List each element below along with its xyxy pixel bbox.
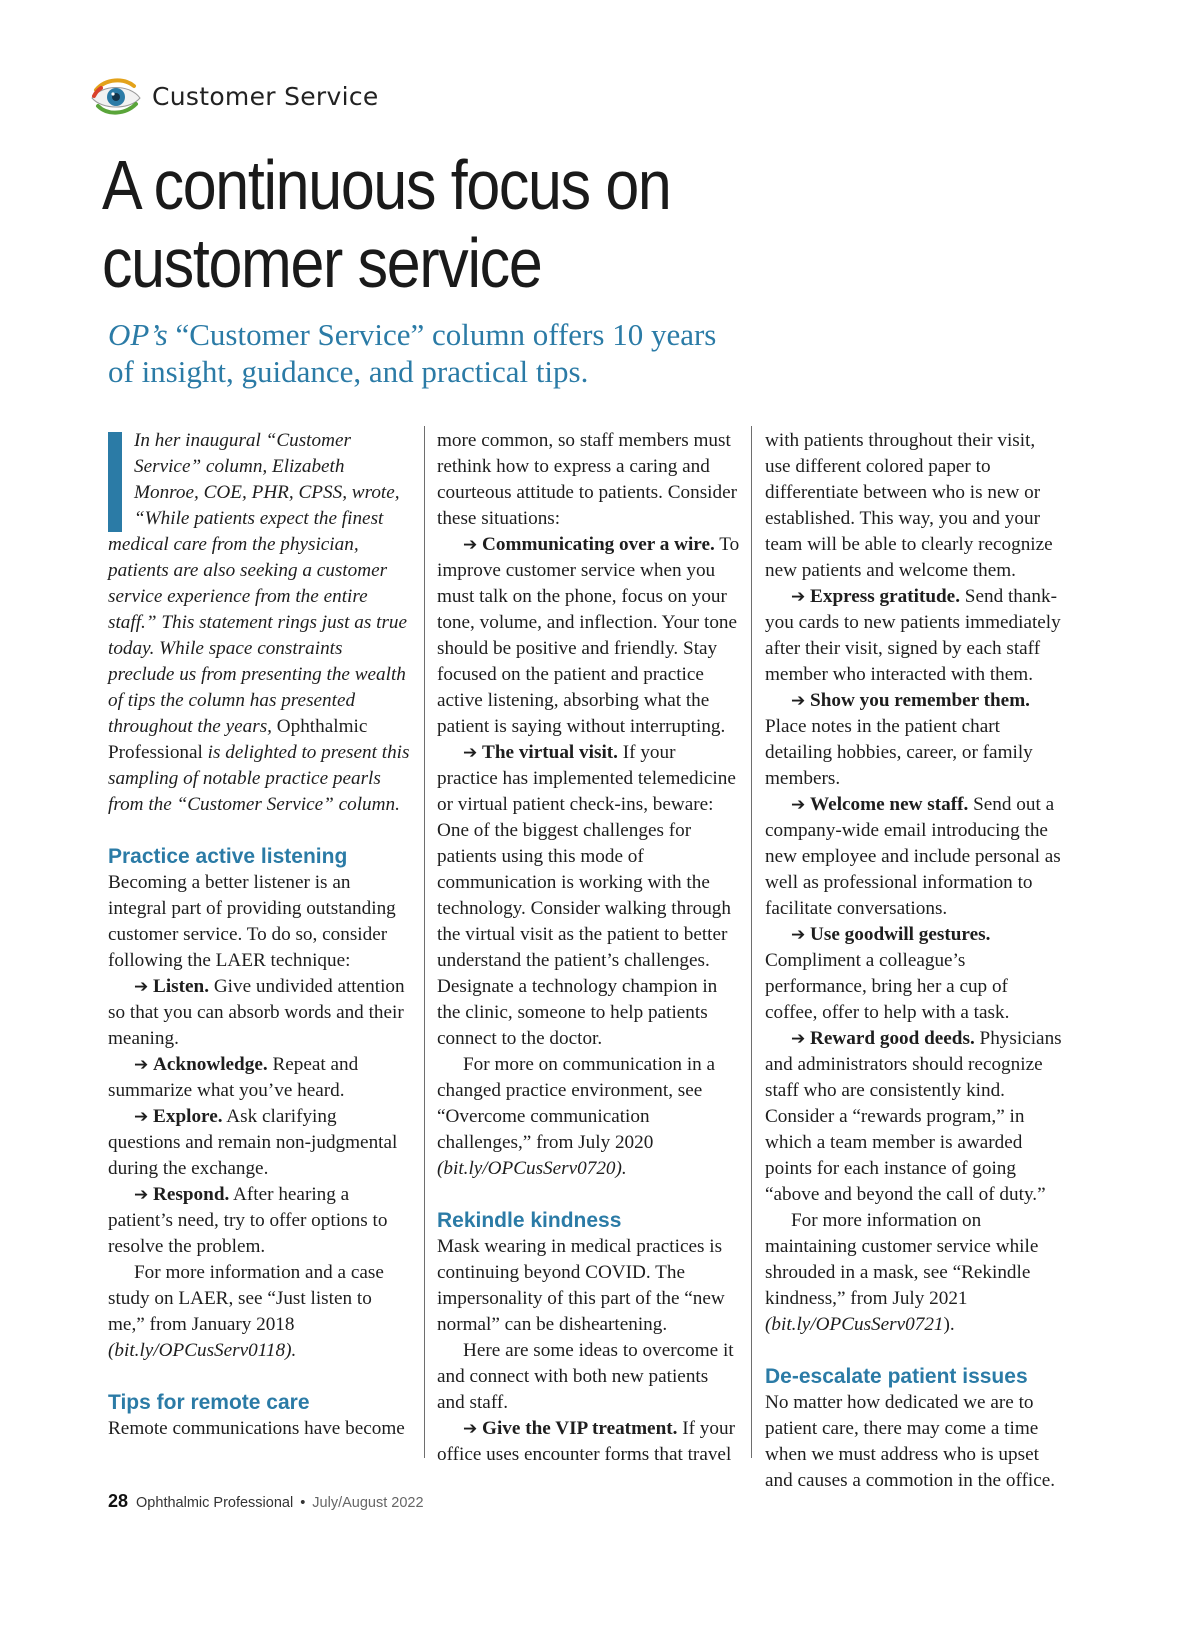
body-paragraph: Mask wearing in medical practices is continuing beyond COVID. The impersonality of this part of the “new normal” can be disheartening. <box>437 1236 725 1335</box>
tip-title: Reward good deeds. <box>810 1028 975 1049</box>
paragraph-text: For more information and a case study on LAER, see “Just listen to me,” from January 2018 <box>108 1262 384 1335</box>
tip-item <box>765 1026 1065 1208</box>
tip-text: Send thank-you cards to new patients immediately after their visit, signed by each staff member who interacted with them. <box>765 586 1061 685</box>
eye-logo-icon <box>90 74 142 118</box>
arrow-icon: ➔ <box>134 1055 149 1075</box>
tip-item <box>765 792 1065 922</box>
short-link[interactable]: (bit.ly/OPCusServ0720). <box>437 1158 627 1179</box>
tip-text: If your practice has implemented telemedicine or virtual patient check-ins, beware: One of the biggest challenges for patients using this mode of communication is working with the technology. Consider walking through the virtual visit as the patient to better understand the patient’s challenges. Designate a technology champion in the clinic, someone to help patients connect to the doctor. <box>437 742 736 1049</box>
tip-text: After hearing a patient’s need, try to offer options to resolve the problem. <box>108 1184 388 1257</box>
body-paragraph <box>437 1052 740 1182</box>
arrow-icon: ➔ <box>463 535 478 555</box>
section-header <box>90 72 379 120</box>
arrow-icon: ➔ <box>791 1029 806 1049</box>
article-deck <box>108 316 748 390</box>
publication-name: Ophthalmic Professional <box>136 1495 294 1511</box>
tip-text: Physicians and administrators should recognize staff who are consistently kind. Consider a “rewards program,” in which a team member is awarded points for each instance of going “above and beyond the call of duty.” <box>765 1028 1062 1205</box>
tip-title: Welcome new staff. <box>810 794 969 815</box>
body-paragraph <box>765 1208 1065 1338</box>
tip-item <box>765 922 1065 1026</box>
body-paragraph: Becoming a better listener is an integral part of providing outstanding customer service. To do so, consider following the LAER technique: <box>108 872 396 971</box>
page-footer <box>108 1491 424 1512</box>
body-paragraph: more common, so staff members must rethink how to express a caring and courteous attitude to patients. Consider these situations: <box>437 430 738 529</box>
tip-title: The virtual visit. <box>482 742 618 763</box>
body-paragraph: Remote communications have become <box>108 1418 405 1439</box>
tip-item <box>437 1416 740 1468</box>
tip-item <box>765 584 1065 688</box>
drop-cap-bar <box>108 432 122 532</box>
intro-text-end: is delighted to present this sampling of notable practice pearls from the “Customer Service” column. <box>108 742 410 815</box>
intro-text: In her inaugural “Customer Service” column, Elizabeth Monroe, COE, PHR, CPSS, wrote, “While patients expect the finest medical care from the physician, patients are also seeking a customer service experience from the entire staff.” This statement rings just as true today. While space constraints preclude us from presenting the wealth of tips the column has presented throughout the years, <box>108 430 408 737</box>
tip-item <box>108 1104 413 1182</box>
section-label: Customer Service <box>152 81 379 111</box>
tip-title: Communicating over a wire. <box>482 534 715 555</box>
subhead-rekindle-kindness: Rekindle kindness <box>437 1209 622 1232</box>
tip-text: To improve customer service when you must talk on the phone, focus on your tone, volume, and inflection. Your tone should be positive and friendly. Stay focused on the patient and practice active listening, absorbing what the patient is saying without interrupting. <box>437 534 740 737</box>
column-2 <box>437 428 740 1468</box>
column-divider <box>424 426 425 1458</box>
tip-item <box>108 1182 413 1260</box>
tip-title: Show you remember them. <box>810 690 1030 711</box>
tip-title: Express gratitude. <box>810 586 960 607</box>
body-paragraph <box>108 1260 413 1364</box>
tip-text: If your office uses encounter forms that travel <box>437 1418 735 1465</box>
deck-text: “Customer Service” column offers 10 years of insight, guidance, and practical tips. <box>108 317 717 389</box>
tip-text: Compliment a colleague’s performance, bring her a cup of coffee, offer to help with a task. <box>765 950 1010 1023</box>
arrow-icon: ➔ <box>134 1185 149 1205</box>
arrow-icon: ➔ <box>463 743 478 763</box>
arrow-icon: ➔ <box>791 587 806 607</box>
tip-text: Give undivided attention so that you can absorb words and their meaning. <box>108 976 405 1049</box>
intro-paragraph <box>108 428 413 818</box>
tip-item <box>765 688 1065 792</box>
tip-item <box>437 740 740 1052</box>
tip-text: Send out a company-wide email introducing the new employee and include personal as well as professional information to facilitate conversations. <box>765 794 1061 919</box>
tip-item <box>437 532 740 740</box>
column-3 <box>765 428 1065 1494</box>
tip-title: Give the VIP treatment. <box>482 1418 678 1439</box>
arrow-icon: ➔ <box>791 925 806 945</box>
body-paragraph: with patients throughout their visit, use different colored paper to differentiate between who is new or established. This way, you and your team will be able to clearly recognize new patients and welcome them. <box>765 430 1053 581</box>
body-paragraph: Here are some ideas to overcome it and connect with both new patients and staff. <box>437 1340 734 1413</box>
arrow-icon: ➔ <box>134 1107 149 1127</box>
deck-publication: OP’s <box>108 317 168 352</box>
article-title: A continuous focus on customer service <box>102 146 671 302</box>
tip-text: Place notes in the patient chart detailing hobbies, career, or family members. <box>765 716 1033 789</box>
tip-item <box>108 1052 413 1104</box>
column-divider <box>751 426 752 1458</box>
arrow-icon: ➔ <box>463 1419 478 1439</box>
tip-title: Acknowledge. <box>153 1054 268 1075</box>
intro-publication: Ophthalmic Professional <box>108 716 368 763</box>
subhead-de-escalate-patient-issues: De-escalate patient issues <box>765 1365 1028 1388</box>
body-paragraph: No matter how dedicated we are to patient care, there may come a time when we must address who is upset and causes a commotion in the office. <box>765 1392 1056 1491</box>
column-1 <box>108 428 413 1442</box>
arrow-icon: ➔ <box>791 795 806 815</box>
subhead-practice-active-listening: Practice active listening <box>108 845 348 868</box>
tip-text: Ask clarifying questions and remain non-judgmental during the exchange. <box>108 1106 398 1179</box>
page-number: 28 <box>108 1491 129 1511</box>
arrow-icon: ➔ <box>134 977 149 997</box>
tip-title: Respond. <box>153 1184 230 1205</box>
tip-title: Listen. <box>153 976 210 997</box>
tip-title: Explore. <box>153 1106 223 1127</box>
paragraph-text-end: ). <box>943 1314 955 1335</box>
short-link[interactable]: (bit.ly/OPCusServ0118). <box>108 1340 297 1361</box>
footer-separator: • <box>300 1495 306 1511</box>
tip-title: Use goodwill gestures. <box>810 924 991 945</box>
paragraph-text: For more on communication in a changed practice environment, see “Overcome communication challenges,” from July 2020 <box>437 1054 716 1153</box>
short-link[interactable]: (bit.ly/OPCusServ0721 <box>765 1314 944 1335</box>
paragraph-text: For more information on maintaining customer service while shrouded in a mask, see “Rekindle kindness,” from July 2021 <box>765 1210 1039 1309</box>
subhead-tips-for-remote-care: Tips for remote care <box>108 1391 310 1414</box>
arrow-icon: ➔ <box>791 691 806 711</box>
tip-text: Repeat and summarize what you’ve heard. <box>108 1054 359 1101</box>
tip-item <box>108 974 413 1052</box>
issue-date: July/August 2022 <box>312 1495 424 1511</box>
